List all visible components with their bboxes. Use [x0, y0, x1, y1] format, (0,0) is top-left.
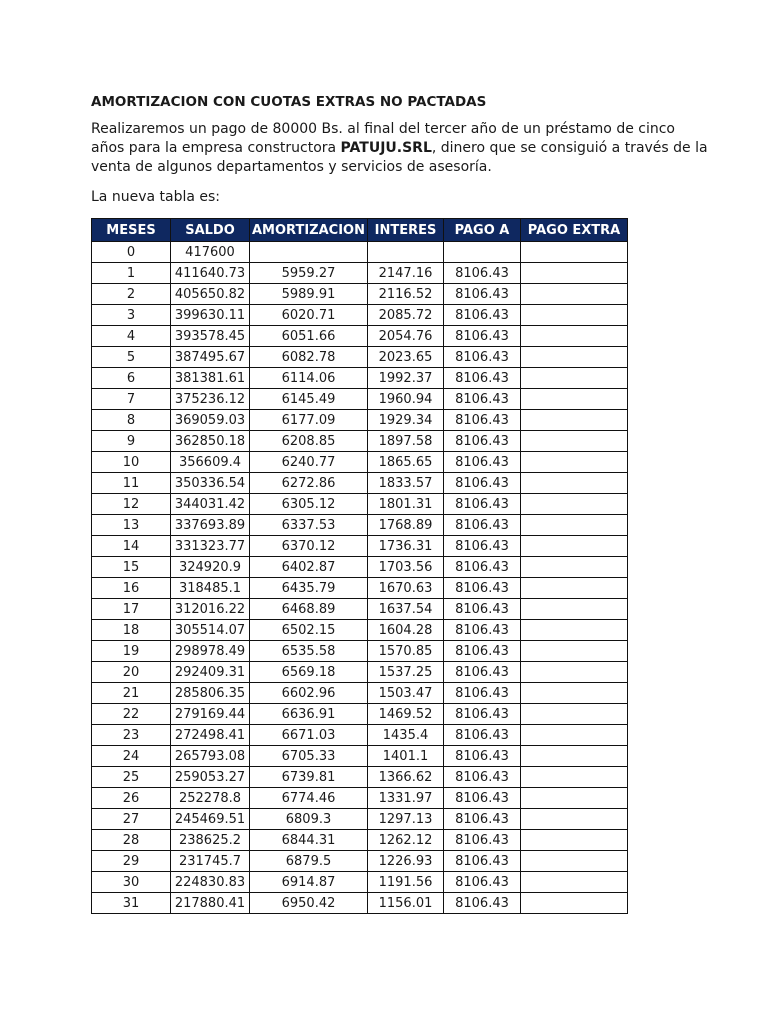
cell-amortizacion: 6337.53: [250, 515, 368, 536]
cell-amortizacion: 6705.33: [250, 746, 368, 767]
cell-saldo: 272498.41: [171, 725, 250, 746]
cell-interes: 1537.25: [368, 662, 444, 683]
cell-interes: 1703.56: [368, 557, 444, 578]
cell-interes: 1992.37: [368, 368, 444, 389]
cell-saldo: 337693.89: [171, 515, 250, 536]
cell-saldo: 399630.11: [171, 305, 250, 326]
cell-amortizacion: 6739.81: [250, 767, 368, 788]
cell-meses: 6: [92, 368, 171, 389]
header-amortizacion: AMORTIZACION: [250, 219, 368, 242]
cell-pago-a: 8106.43: [444, 662, 521, 683]
paragraph-line-1: Realizaremos un pago de 80000 Bs. al final del tercer año de un préstamo de cinco: [91, 121, 675, 137]
cell-amortizacion: 6208.85: [250, 431, 368, 452]
cell-interes: 1736.31: [368, 536, 444, 557]
cell-amortizacion: 6636.91: [250, 704, 368, 725]
cell-meses: 30: [92, 872, 171, 893]
cell-saldo: 417600: [171, 242, 250, 263]
table-row: [92, 599, 628, 620]
cell-pago-extra: [521, 725, 628, 746]
table-row: [92, 263, 628, 284]
cell-pago-a: 8106.43: [444, 410, 521, 431]
cell-meses: 23: [92, 725, 171, 746]
cell-amortizacion: 6370.12: [250, 536, 368, 557]
cell-pago-extra: [521, 851, 628, 872]
cell-interes: 1897.58: [368, 431, 444, 452]
cell-amortizacion: 6950.42: [250, 893, 368, 914]
cell-amortizacion: 6602.96: [250, 683, 368, 704]
cell-saldo: 217880.41: [171, 893, 250, 914]
cell-meses: 27: [92, 809, 171, 830]
cell-pago-extra: [521, 893, 628, 914]
cell-pago-extra: [521, 620, 628, 641]
cell-interes: 1469.52: [368, 704, 444, 725]
table-row: [92, 347, 628, 368]
cell-pago-extra: [521, 830, 628, 851]
cell-pago-a: 8106.43: [444, 473, 521, 494]
cell-interes: 1768.89: [368, 515, 444, 536]
cell-pago-a: 8106.43: [444, 284, 521, 305]
table-row: [92, 389, 628, 410]
cell-saldo: 350336.54: [171, 473, 250, 494]
header-pago-a: PAGO A: [444, 219, 521, 242]
cell-amortizacion: 6051.66: [250, 326, 368, 347]
cell-amortizacion: 6272.86: [250, 473, 368, 494]
cell-pago-extra: [521, 305, 628, 326]
table-intro: La nueva tabla es:: [91, 189, 221, 205]
cell-meses: 20: [92, 662, 171, 683]
cell-amortizacion: 6435.79: [250, 578, 368, 599]
table-body: [92, 242, 628, 914]
cell-amortizacion: 5959.27: [250, 263, 368, 284]
table-row: [92, 557, 628, 578]
cell-pago-extra: [521, 452, 628, 473]
cell-interes: 1960.94: [368, 389, 444, 410]
table-row: [92, 515, 628, 536]
cell-meses: 24: [92, 746, 171, 767]
cell-saldo: 312016.22: [171, 599, 250, 620]
cell-saldo: 298978.49: [171, 641, 250, 662]
cell-saldo: 231745.7: [171, 851, 250, 872]
cell-amortizacion: 6402.87: [250, 557, 368, 578]
cell-saldo: 369059.03: [171, 410, 250, 431]
cell-pago-a: 8106.43: [444, 389, 521, 410]
cell-amortizacion: 6914.87: [250, 872, 368, 893]
cell-amortizacion: 6879.5: [250, 851, 368, 872]
cell-interes: 1262.12: [368, 830, 444, 851]
cell-pago-extra: [521, 767, 628, 788]
cell-meses: 13: [92, 515, 171, 536]
cell-pago-a: 8106.43: [444, 746, 521, 767]
cell-pago-extra: [521, 662, 628, 683]
cell-interes: 1637.54: [368, 599, 444, 620]
cell-pago-extra: [521, 536, 628, 557]
cell-pago-extra: [521, 368, 628, 389]
cell-saldo: 224830.83: [171, 872, 250, 893]
cell-meses: 8: [92, 410, 171, 431]
cell-saldo: 318485.1: [171, 578, 250, 599]
cell-interes: 1366.62: [368, 767, 444, 788]
cell-saldo: 279169.44: [171, 704, 250, 725]
paragraph-line-3: venta de algunos departamentos y servicios de asesoría.: [91, 159, 492, 175]
cell-saldo: 375236.12: [171, 389, 250, 410]
cell-pago-a: 8106.43: [444, 431, 521, 452]
cell-pago-a: 8106.43: [444, 767, 521, 788]
amortization-table: [91, 218, 628, 914]
cell-meses: 15: [92, 557, 171, 578]
cell-pago-extra: [521, 704, 628, 725]
cell-amortizacion: 6145.49: [250, 389, 368, 410]
cell-saldo: 381381.61: [171, 368, 250, 389]
cell-saldo: 387495.67: [171, 347, 250, 368]
cell-pago-a: 8106.43: [444, 599, 521, 620]
cell-meses: 31: [92, 893, 171, 914]
table-row: [92, 620, 628, 641]
table-row: [92, 326, 628, 347]
cell-interes: 1226.93: [368, 851, 444, 872]
cell-saldo: 245469.51: [171, 809, 250, 830]
table-row: [92, 851, 628, 872]
header-interes: INTERES: [368, 219, 444, 242]
cell-amortizacion: [250, 242, 368, 263]
cell-pago-a: 8106.43: [444, 704, 521, 725]
table-row: [92, 494, 628, 515]
table-row: [92, 410, 628, 431]
cell-meses: 0: [92, 242, 171, 263]
cell-pago-extra: [521, 263, 628, 284]
cell-amortizacion: 6671.03: [250, 725, 368, 746]
table-row: [92, 683, 628, 704]
cell-amortizacion: 6020.71: [250, 305, 368, 326]
cell-pago-a: 8106.43: [444, 368, 521, 389]
cell-pago-a: 8106.43: [444, 620, 521, 641]
cell-saldo: 344031.42: [171, 494, 250, 515]
cell-pago-a: 8106.43: [444, 578, 521, 599]
cell-amortizacion: 6502.15: [250, 620, 368, 641]
cell-pago-a: 8106.43: [444, 326, 521, 347]
table-row: [92, 242, 628, 263]
table-row: [92, 578, 628, 599]
cell-meses: 9: [92, 431, 171, 452]
cell-pago-a: 8106.43: [444, 893, 521, 914]
cell-pago-extra: [521, 284, 628, 305]
table-row: [92, 788, 628, 809]
company-name: PATUJU.SRL: [340, 140, 432, 156]
cell-saldo: 411640.73: [171, 263, 250, 284]
cell-pago-extra: [521, 872, 628, 893]
cell-interes: 1929.34: [368, 410, 444, 431]
cell-pago-extra: [521, 473, 628, 494]
cell-meses: 7: [92, 389, 171, 410]
cell-saldo: 405650.82: [171, 284, 250, 305]
cell-amortizacion: 5989.91: [250, 284, 368, 305]
cell-meses: 16: [92, 578, 171, 599]
cell-saldo: 252278.8: [171, 788, 250, 809]
cell-interes: 1604.28: [368, 620, 444, 641]
cell-amortizacion: 6468.89: [250, 599, 368, 620]
cell-amortizacion: 6844.31: [250, 830, 368, 851]
cell-saldo: 265793.08: [171, 746, 250, 767]
cell-saldo: 285806.35: [171, 683, 250, 704]
cell-interes: 1570.85: [368, 641, 444, 662]
cell-meses: 5: [92, 347, 171, 368]
header-meses: MESES: [92, 219, 171, 242]
cell-pago-a: 8106.43: [444, 872, 521, 893]
table-row: [92, 431, 628, 452]
header-pago-extra: PAGO EXTRA: [521, 219, 628, 242]
cell-saldo: 356609.4: [171, 452, 250, 473]
cell-saldo: 393578.45: [171, 326, 250, 347]
cell-interes: 2085.72: [368, 305, 444, 326]
cell-saldo: 305514.07: [171, 620, 250, 641]
table-row: [92, 536, 628, 557]
paragraph-line-2-end: , dinero que se consiguió a través de la: [431, 140, 708, 156]
description-paragraph: [91, 120, 708, 177]
cell-pago-a: 8106.43: [444, 788, 521, 809]
cell-pago-a: 8106.43: [444, 830, 521, 851]
table-row: [92, 746, 628, 767]
cell-saldo: 259053.27: [171, 767, 250, 788]
table-row: [92, 725, 628, 746]
cell-pago-a: 8106.43: [444, 641, 521, 662]
cell-meses: 28: [92, 830, 171, 851]
table-row: [92, 893, 628, 914]
cell-meses: 12: [92, 494, 171, 515]
cell-pago-a: 8106.43: [444, 263, 521, 284]
cell-saldo: 331323.77: [171, 536, 250, 557]
table-row: [92, 830, 628, 851]
cell-amortizacion: 6774.46: [250, 788, 368, 809]
cell-interes: 1865.65: [368, 452, 444, 473]
cell-amortizacion: 6114.06: [250, 368, 368, 389]
cell-interes: 1297.13: [368, 809, 444, 830]
cell-meses: 26: [92, 788, 171, 809]
cell-amortizacion: 6240.77: [250, 452, 368, 473]
cell-pago-extra: [521, 431, 628, 452]
cell-interes: 1191.56: [368, 872, 444, 893]
cell-amortizacion: 6305.12: [250, 494, 368, 515]
cell-interes: 1156.01: [368, 893, 444, 914]
cell-pago-a: 8106.43: [444, 536, 521, 557]
cell-amortizacion: 6569.18: [250, 662, 368, 683]
cell-pago-a: 8106.43: [444, 683, 521, 704]
cell-amortizacion: 6535.58: [250, 641, 368, 662]
cell-interes: 1401.1: [368, 746, 444, 767]
table-row: [92, 809, 628, 830]
cell-saldo: 238625.2: [171, 830, 250, 851]
cell-saldo: 362850.18: [171, 431, 250, 452]
cell-pago-extra: [521, 746, 628, 767]
cell-meses: 14: [92, 536, 171, 557]
cell-saldo: 292409.31: [171, 662, 250, 683]
cell-meses: 21: [92, 683, 171, 704]
cell-amortizacion: 6809.3: [250, 809, 368, 830]
cell-interes: 1833.57: [368, 473, 444, 494]
header-saldo: SALDO: [171, 219, 250, 242]
cell-pago-extra: [521, 788, 628, 809]
cell-pago-extra: [521, 641, 628, 662]
document-title: AMORTIZACION CON CUOTAS EXTRAS NO PACTADAS: [91, 94, 487, 110]
cell-pago-a: [444, 242, 521, 263]
cell-pago-extra: [521, 599, 628, 620]
cell-pago-extra: [521, 410, 628, 431]
cell-pago-a: 8106.43: [444, 347, 521, 368]
cell-pago-extra: [521, 242, 628, 263]
cell-pago-extra: [521, 515, 628, 536]
cell-pago-a: 8106.43: [444, 557, 521, 578]
cell-meses: 11: [92, 473, 171, 494]
cell-interes: 1801.31: [368, 494, 444, 515]
cell-saldo: 324920.9: [171, 557, 250, 578]
paragraph-line-2: [91, 139, 708, 158]
table-row: [92, 704, 628, 725]
cell-interes: 1503.47: [368, 683, 444, 704]
table-row: [92, 284, 628, 305]
table-row: [92, 452, 628, 473]
table-row: [92, 641, 628, 662]
table-row: [92, 368, 628, 389]
cell-interes: 1331.97: [368, 788, 444, 809]
cell-meses: 25: [92, 767, 171, 788]
cell-pago-a: 8106.43: [444, 809, 521, 830]
cell-interes: 1670.63: [368, 578, 444, 599]
cell-interes: 2023.65: [368, 347, 444, 368]
cell-pago-extra: [521, 809, 628, 830]
paragraph-line-2-start: años para la empresa constructora: [91, 140, 341, 156]
cell-meses: 29: [92, 851, 171, 872]
cell-meses: 2: [92, 284, 171, 305]
cell-pago-extra: [521, 389, 628, 410]
table-row: [92, 305, 628, 326]
cell-pago-extra: [521, 347, 628, 368]
cell-interes: 1435.4: [368, 725, 444, 746]
cell-meses: 19: [92, 641, 171, 662]
cell-pago-a: 8106.43: [444, 725, 521, 746]
cell-meses: 18: [92, 620, 171, 641]
cell-pago-extra: [521, 578, 628, 599]
table-row: [92, 872, 628, 893]
cell-pago-a: 8106.43: [444, 452, 521, 473]
table-row: [92, 662, 628, 683]
cell-meses: 17: [92, 599, 171, 620]
cell-amortizacion: 6082.78: [250, 347, 368, 368]
cell-meses: 22: [92, 704, 171, 725]
cell-pago-extra: [521, 683, 628, 704]
cell-interes: 2147.16: [368, 263, 444, 284]
cell-pago-a: 8106.43: [444, 515, 521, 536]
cell-meses: 3: [92, 305, 171, 326]
cell-pago-a: 8106.43: [444, 494, 521, 515]
table-row: [92, 767, 628, 788]
cell-pago-extra: [521, 326, 628, 347]
cell-interes: 2116.52: [368, 284, 444, 305]
cell-meses: 1: [92, 263, 171, 284]
cell-meses: 4: [92, 326, 171, 347]
cell-interes: [368, 242, 444, 263]
table-header-row: [92, 219, 628, 242]
cell-meses: 10: [92, 452, 171, 473]
cell-interes: 2054.76: [368, 326, 444, 347]
table-row: [92, 473, 628, 494]
cell-amortizacion: 6177.09: [250, 410, 368, 431]
cell-pago-a: 8106.43: [444, 305, 521, 326]
cell-pago-extra: [521, 557, 628, 578]
cell-pago-a: 8106.43: [444, 851, 521, 872]
cell-pago-extra: [521, 494, 628, 515]
